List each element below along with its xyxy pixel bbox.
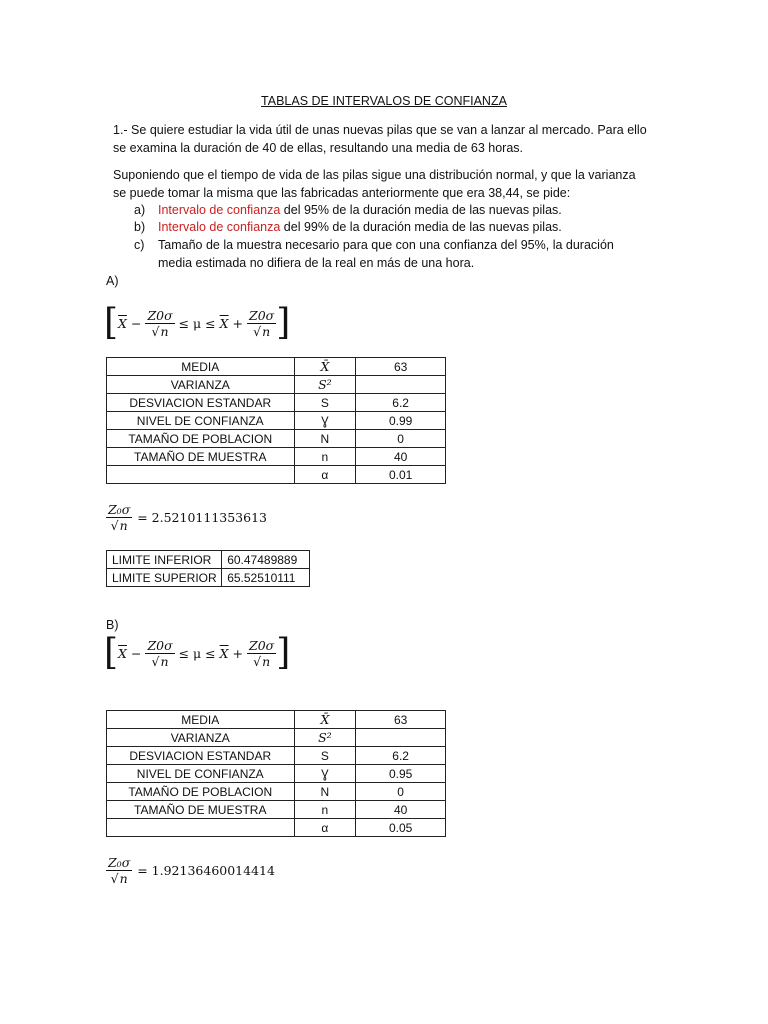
param-label xyxy=(107,819,295,837)
limit-value: 60.47489889 xyxy=(222,551,310,569)
xbar-symbol: $\overline{X}$ xyxy=(118,645,127,661)
z-sigma-fraction xyxy=(247,638,276,669)
param-label: MEDIA xyxy=(107,358,295,376)
plus-sign: + xyxy=(232,315,244,331)
limit-label: LIMITE INFERIOR xyxy=(107,551,222,569)
param-symbol: α xyxy=(294,819,356,837)
item-b-text: del 99% de la duración media de las nuevas pilas. xyxy=(280,220,562,234)
table-row xyxy=(107,466,446,484)
param-value: 0.01 xyxy=(356,466,446,484)
table-row xyxy=(107,394,446,412)
fraction-numerator: Z0σ xyxy=(147,637,173,653)
close-bracket: ] xyxy=(276,632,291,673)
mu-inequality: ≤ μ ≤ xyxy=(178,645,216,661)
parameters-table-b xyxy=(106,710,446,837)
n-symbol: n xyxy=(160,653,169,669)
table-row xyxy=(107,569,310,587)
param-value: 63 xyxy=(356,711,446,729)
fraction-numerator: Z0σ xyxy=(249,307,275,323)
open-bracket: [ xyxy=(104,632,119,673)
mu-inequality: ≤ μ ≤ xyxy=(178,315,216,331)
xbar-symbol: $\overline{X}$ xyxy=(219,645,229,661)
fraction-numerator: Z₀σ xyxy=(108,855,131,870)
margin-value: = 2.5210111353613 xyxy=(137,510,267,525)
margin-result-a xyxy=(106,502,267,533)
param-value: 0.99 xyxy=(356,412,446,430)
xbar-symbol: $\overline{X}$ xyxy=(219,315,229,331)
interval-formula-b xyxy=(104,630,290,676)
param-symbol: n xyxy=(294,801,356,819)
item-b xyxy=(158,218,562,236)
param-label: TAMAÑO DE MUESTRA xyxy=(107,448,295,466)
item-a xyxy=(158,201,562,219)
param-value xyxy=(356,729,446,747)
assumption-line-2: se puede tomar la misma que las fabricadas anteriormente que era 38,44, se pide: xyxy=(113,186,571,200)
param-value: 63 xyxy=(356,358,446,376)
z-sigma-fraction xyxy=(145,308,174,339)
minus-sign: − xyxy=(130,645,142,661)
table-row xyxy=(107,448,446,466)
table-row xyxy=(107,801,446,819)
item-marker-b: b) xyxy=(134,220,146,234)
item-b-highlight: Intervalo de confianza xyxy=(158,220,281,234)
sqrt-symbol: √ xyxy=(151,323,160,339)
n-symbol: n xyxy=(262,653,271,669)
problem-line-1: 1.- Se quiere estudiar la vida útil de unas nuevas pilas que se van a lanzar al mercado. Para ello xyxy=(113,123,647,137)
item-a-highlight: Intervalo de confianza xyxy=(158,203,281,217)
open-bracket: [ xyxy=(104,302,119,343)
limits-table xyxy=(106,550,310,587)
param-label: TAMAÑO DE POBLACION xyxy=(107,430,295,448)
param-symbol: Ɣ xyxy=(294,412,356,430)
fraction-numerator: Z₀σ xyxy=(108,502,131,517)
item-c-line-2: media estimada no difiera de la real en más de una hora. xyxy=(158,256,475,270)
sqrt-symbol: √ xyxy=(110,871,119,886)
page-title: TABLAS DE INTERVALOS DE CONFIANZA xyxy=(261,94,507,108)
param-label: DESVIACION ESTANDAR xyxy=(107,747,295,765)
param-symbol: X̄ xyxy=(294,358,356,376)
minus-sign: − xyxy=(130,315,142,331)
param-symbol: N xyxy=(294,783,356,801)
param-symbol: S² xyxy=(294,376,356,394)
param-label: VARIANZA xyxy=(107,376,295,394)
z-sigma-fraction xyxy=(106,502,132,533)
sqrt-symbol: √ xyxy=(253,323,262,339)
close-bracket: ] xyxy=(276,302,291,343)
margin-value: = 1.92136460014414 xyxy=(137,863,275,878)
margin-result-b xyxy=(106,855,275,886)
param-symbol: N xyxy=(294,430,356,448)
param-symbol: α xyxy=(294,466,356,484)
param-symbol: n xyxy=(294,448,356,466)
table-row xyxy=(107,412,446,430)
table-row xyxy=(107,747,446,765)
xbar-symbol: $\overline{X}$ xyxy=(118,315,127,331)
sqrt-symbol: √ xyxy=(110,518,119,533)
param-value: 0.05 xyxy=(356,819,446,837)
n-symbol: n xyxy=(119,518,128,533)
param-label: TAMAÑO DE MUESTRA xyxy=(107,801,295,819)
z-sigma-fraction xyxy=(247,308,276,339)
param-symbol: S² xyxy=(294,729,356,747)
param-label: VARIANZA xyxy=(107,729,295,747)
table-row xyxy=(107,376,446,394)
table-row xyxy=(107,711,446,729)
fraction-numerator: Z0σ xyxy=(147,307,173,323)
sqrt-symbol: √ xyxy=(253,653,262,669)
table-row xyxy=(107,430,446,448)
param-value: 0 xyxy=(356,430,446,448)
n-symbol: n xyxy=(160,323,169,339)
fraction-numerator: Z0σ xyxy=(249,637,275,653)
limit-value: 65.52510111 xyxy=(222,569,310,587)
assumption-line-1: Suponiendo que el tiempo de vida de las pilas sigue una distribución normal, y que la varianza xyxy=(113,168,636,182)
param-value: 40 xyxy=(356,801,446,819)
z-sigma-fraction xyxy=(106,855,132,886)
param-value: 0 xyxy=(356,783,446,801)
param-value xyxy=(356,376,446,394)
sqrt-symbol: √ xyxy=(151,653,160,669)
param-label: MEDIA xyxy=(107,711,295,729)
param-symbol: Ɣ xyxy=(294,765,356,783)
table-row xyxy=(107,783,446,801)
param-value: 6.2 xyxy=(356,747,446,765)
part-a-label: A) xyxy=(106,274,119,288)
item-marker-c: c) xyxy=(134,238,145,252)
table-row xyxy=(107,819,446,837)
limit-label: LIMITE SUPERIOR xyxy=(107,569,222,587)
n-symbol: n xyxy=(262,323,271,339)
item-a-text: del 95% de la duración media de las nuevas pilas. xyxy=(280,203,562,217)
z-sigma-fraction xyxy=(145,638,174,669)
table-row xyxy=(107,729,446,747)
param-symbol: S xyxy=(294,394,356,412)
interval-formula-a xyxy=(104,300,290,346)
table-row xyxy=(107,551,310,569)
param-label: NIVEL DE CONFIANZA xyxy=(107,765,295,783)
param-label: DESVIACION ESTANDAR xyxy=(107,394,295,412)
param-label: NIVEL DE CONFIANZA xyxy=(107,412,295,430)
param-label: TAMAÑO DE POBLACION xyxy=(107,783,295,801)
param-symbol: X̄ xyxy=(294,711,356,729)
table-row xyxy=(107,358,446,376)
param-value: 6.2 xyxy=(356,394,446,412)
n-symbol: n xyxy=(119,871,128,886)
param-label xyxy=(107,466,295,484)
plus-sign: + xyxy=(232,645,244,661)
table-row xyxy=(107,765,446,783)
param-value: 40 xyxy=(356,448,446,466)
param-value: 0.95 xyxy=(356,765,446,783)
item-marker-a: a) xyxy=(134,203,146,217)
part-b-label: B) xyxy=(106,618,119,632)
item-c-line-1: Tamaño de la muestra necesario para que con una confianza del 95%, la duración xyxy=(158,238,614,252)
problem-line-2: se examina la duración de 40 de ellas, resultando una media de 63 horas. xyxy=(113,141,523,155)
parameters-table-a xyxy=(106,357,446,484)
param-symbol: S xyxy=(294,747,356,765)
